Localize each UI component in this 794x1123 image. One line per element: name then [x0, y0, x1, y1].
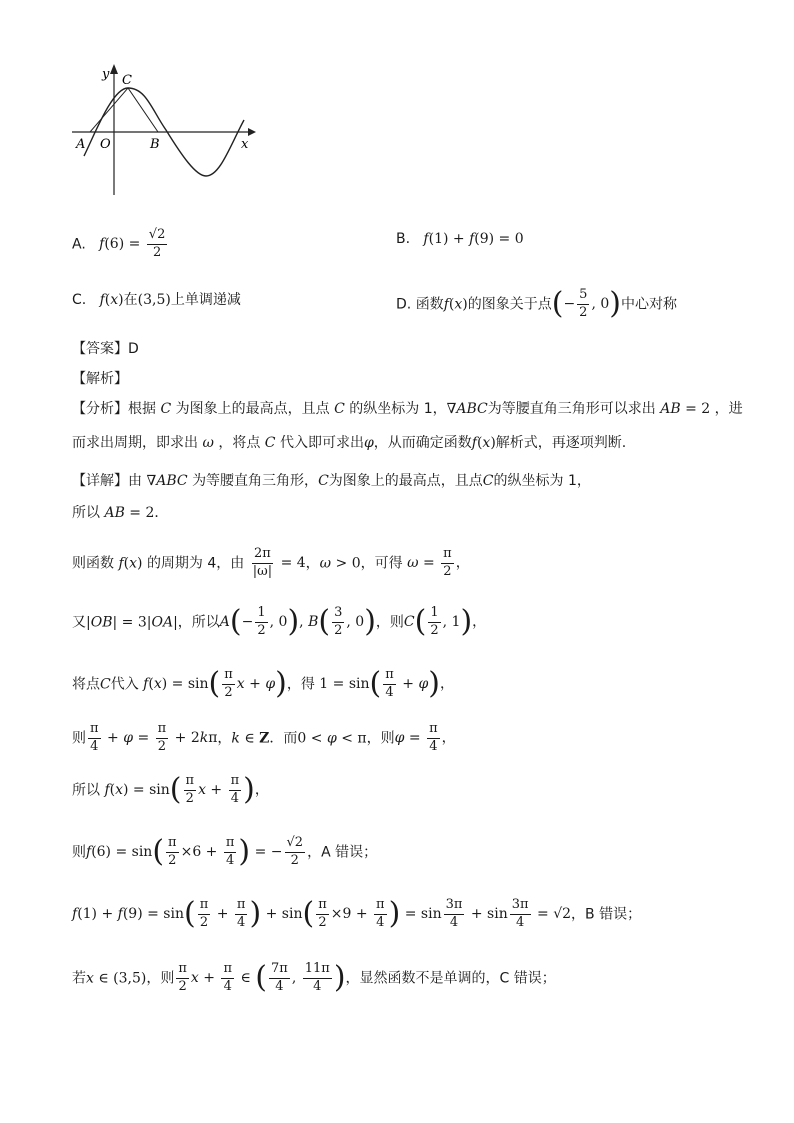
xiangjie-line-10: 若x ∈ (3,5)，则 $\frac{\pi}{2}$ x + $\frac{\pi}{4}$ ∈ ( $\frac{7\pi}{4}$ , $\frac{11\pi}{4}$ )，显然函数不是单调的，C 错误；	[72, 960, 556, 996]
xiangjie-line-4: 又|OB| = 3|OA|，所以A(− $\frac{1}{2}$ , 0), B( $\frac{3}{2}$ , 0)，则C( $\frac{1}{2}$ , 1)，	[72, 604, 487, 640]
y-axis-arrow	[110, 64, 118, 74]
sine-graph	[66, 60, 266, 200]
xiangjie-line-5: 将点C代入 f(x) = sin( $\frac{\pi}{2}$ x + φ)，得 1 = sin( $\frac{\pi}{4}$ + φ)，	[72, 666, 454, 702]
point-a-label: A	[76, 137, 86, 152]
x-axis-label: x	[241, 137, 249, 152]
option-b[interactable]	[396, 232, 524, 246]
x-axis-arrow	[248, 128, 256, 136]
option-b-formula: f(1) + f(9) = 0	[423, 231, 524, 247]
y-axis-label: y	[102, 67, 110, 82]
option-letter: D.	[396, 296, 412, 313]
origin-label: O	[100, 137, 111, 152]
option-a[interactable]	[72, 228, 169, 261]
xiangjie-line-1: 【详解】由 ∇ABC 为等腰直角三角形，C为图象上的最高点，且点C的纵坐标为 1，	[72, 473, 591, 489]
xiangjie-line-8: 则f(6) = sin( $\frac{\pi}{2}$ ×6 + $\frac{\pi}{4}$ ) = − $\frac{√2}{2}$ ，A 错误；	[72, 834, 378, 870]
xiangjie-line-7: 所以 f(x) = sin( $\frac{\pi}{2}$ x + $\frac{\pi}{4}$ )，	[72, 772, 269, 808]
option-letter: A.	[72, 236, 86, 253]
xiangjie-line-3: 则函数 f(x) 的周期为 4，由 $\frac{2\pi}{|\omega|}$ = 4，ω > 0，可得 ω = $\frac{\pi}{2}$ ，	[72, 546, 470, 579]
xiangjie-line-2: 所以 AB = 2．	[72, 505, 169, 521]
xiangjie-line-9: f(1) + f(9) = sin( $\frac{\pi}{2}$ + $\frac{\pi}{4}$ ) + sin( $\frac{\pi}{2}$ ×9 + $\frac{\pi}{4}$ ) = sin $\frac{3\pi}{4}$ + sin $\frac{3\pi}{4}$ = √2，B 错误；	[72, 896, 642, 932]
analysis-tag: 【解析】	[72, 371, 128, 387]
answer-value: D	[128, 341, 139, 357]
point-c-label: C	[122, 73, 132, 88]
analysis-heading	[72, 372, 128, 386]
option-c[interactable]: C. f(x)在(3,5)上单调递减	[72, 292, 241, 308]
fenxi-line-2: 而求出周期，即求出 ω ，将点 C 代入即可求出φ，从而确定函数f(x)解析式，再逐项判断.	[72, 435, 627, 451]
option-a-formula: f(6) = $\frac{√2}{2}$	[99, 227, 166, 260]
answer-line	[72, 342, 139, 356]
fenxi-line-1: 【分析】根据 C 为图象上的最高点，且点 C 的纵坐标为 1，∇ABC为等腰直角三角形可以求出 AB = 2 ，进	[72, 401, 743, 417]
answer-tag: 【答案】	[72, 341, 128, 357]
xiangjie-line-6: 则 $\frac{\pi}{4}$ + φ = $\frac{\pi}{2}$ + 2kπ，k ∈ Z．而0 < φ < π，则φ = $\frac{\pi}{4}$ ，	[72, 721, 456, 754]
triangle-abc	[90, 88, 158, 132]
option-letter: C.	[72, 292, 87, 308]
option-d[interactable]: D. 函数f(x)的图象关于点(− $\frac{5}{2}$ , 0)中心对称	[396, 286, 677, 322]
point-b-label: B	[150, 137, 160, 152]
option-letter: B.	[396, 231, 411, 247]
